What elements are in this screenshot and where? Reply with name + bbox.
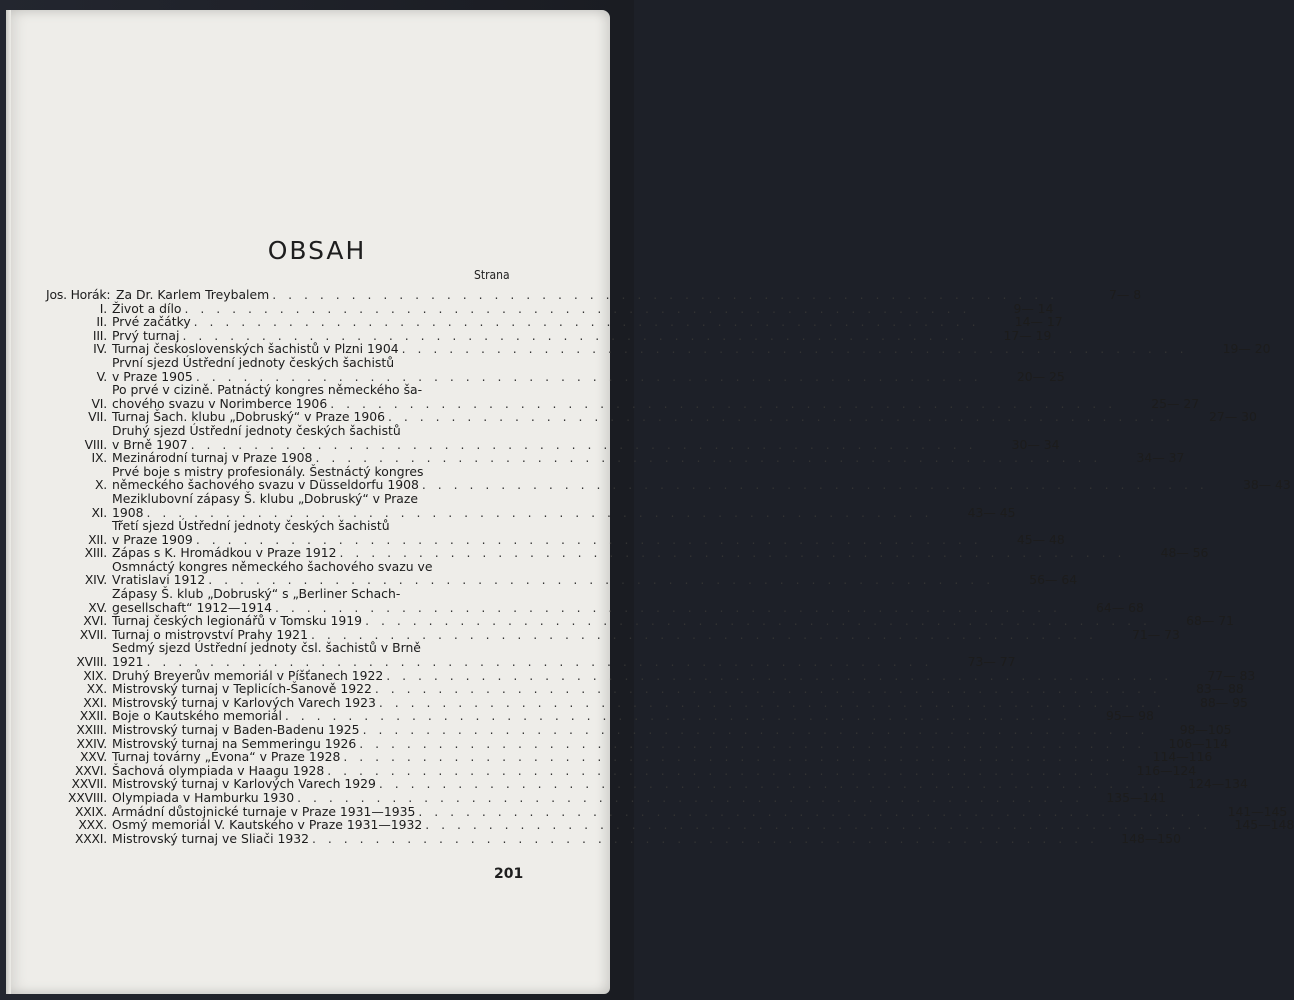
toc-entry (40, 817, 1294, 833)
toc-entry-last-line (112, 817, 1294, 833)
toc-entry (40, 327, 1052, 343)
toc-entry-body (112, 463, 1291, 493)
toc-entry-body (112, 382, 1200, 411)
toc-entry-title-line: Druhý Breyerův memoriál v Píšťanech 1922 (112, 667, 384, 683)
toc-entry-body (112, 558, 1078, 588)
toc-entry-title-line: Turnaj českých legionářů v Tomsku 1919 (112, 613, 363, 629)
page-number: 201 (494, 866, 524, 882)
toc-entry-body (112, 586, 1144, 615)
toc-entry-title-line: Třetí sjezd Ústřední jednoty českých šachistů (112, 518, 390, 534)
dot-leader: . . . . . . . . . . . . . . . . . . . . . . . . . . . . . . . . . . . . . . . . . . . . . . . . . . (386, 667, 1173, 683)
toc-entry-title-line: Za Dr. Karlem Treybalem (116, 287, 270, 302)
toc-entry-title-line: Šachová olympiada v Haagu 1928 (112, 762, 325, 778)
toc-entry (40, 490, 1016, 520)
toc-entry-title-line: Druhý sjezd Ústřední jednoty českých šachistů (112, 422, 401, 438)
toc-entry-pages: 95— 98 (1105, 708, 1154, 724)
table-of-contents (40, 287, 1294, 846)
toc-entry-number: XX. (86, 681, 107, 697)
dot-leader: . . . . . . . . . . . . . . . . . . . . . . . . . . . . . . . . . . . . . . . . . . . . . . . . . . (190, 436, 977, 452)
dot-leader: . . . . . . . . . . . . . . . . . . . . . . . . . . . . . . . . . . . . . . . . . . . . . . . . . . (339, 545, 1126, 561)
toc-entry-last-line (112, 789, 1167, 805)
dot-leader: . . . . . . . . . . . . . . . . . . . . . . . . . . . . . . . . . . . . . . . . . . . . . . . . . . (362, 722, 1149, 737)
toc-entry-title-line: Mezinárodní turnaj v Praze 1908 (112, 450, 313, 466)
toc-entry-last-line (112, 368, 1065, 384)
toc-entry-body (112, 749, 1213, 765)
toc-entry-pages: 71— 73 (1132, 626, 1180, 642)
dot-leader: . . . . . . . . . . . . . . . . . . . . . . . . . . . . . . . . . . . . . . . . . . . . . . . . . . (312, 830, 1098, 846)
dot-leader: . . . . . . . . . . . . . . . . . . . . . . . . . . . . . . . . . . . . . . . . . . . . . . . . . . (284, 708, 1071, 724)
toc-entry-title-line: Olympiada v Hamburku 1930 (112, 789, 295, 805)
toc-entry-body (112, 722, 1232, 737)
toc-entry-title-line: Meziklubovní zápasy Š. klubu „Dobruský“ v Praze (112, 490, 419, 506)
dot-leader: . . . . . . . . . . . . . . . . . . . . . . . . . . . . . . . . . . . . . . . . . . . . . . . . . . (374, 681, 1161, 697)
toc-entry (40, 789, 1167, 805)
toc-entry-body (112, 545, 1209, 561)
toc-entry-title-line: Zápas s K. Hromádkou v Praze 1912 (112, 545, 337, 561)
toc-entry-pages: 88— 95 (1199, 694, 1248, 710)
dot-leader: . . . . . . . . . . . . . . . . . . . . . . . . . . . . . . . . . . . . . . . . . . . . . . . . . . (378, 694, 1165, 710)
toc-entry-body (112, 681, 1244, 697)
toc-entry-last-line (112, 667, 1256, 683)
toc-entry-last-line (116, 287, 1142, 302)
toc-entry-title-line: Mistrovský turnaj v Karlových Varech 1929 (112, 776, 376, 792)
toc-entry-last-line (112, 654, 1016, 670)
toc-entry-body (112, 409, 1257, 425)
toc-entry-last-line (112, 531, 1065, 547)
toc-entry-number: XXIV. (76, 735, 107, 751)
toc-entry (40, 613, 1234, 629)
toc-entry-number: XI. (91, 504, 107, 520)
toc-entry-number: XXIII. (76, 722, 107, 737)
toc-entry-title-line: První sjezd Ústřední jednoty českých šachistů (112, 354, 395, 370)
toc-entry-last-line (112, 545, 1209, 561)
toc-entry-number: XXXI. (74, 830, 107, 846)
toc-entry-title-line: Zápasy Š. klub „Dobruský“ s „Berliner Schach- (112, 586, 401, 602)
toc-entry-last-line (112, 436, 1060, 452)
dot-leader: . . . . . . . . . . . . . . . . . . . . . . . . . . . . . . . . . . . . . . . . . . . . . . . . . . (387, 409, 1174, 425)
toc-entry-title-line: Boje o Kautského memoriál (112, 708, 282, 724)
toc-entry-number: XXVI. (74, 762, 107, 778)
dot-leader: . . . . . . . . . . . . . . . . . . . . . . . . . . . . . . . . . . . . . . . . . . . . . . . . . . (146, 654, 933, 670)
toc-entry-last-line (112, 626, 1180, 642)
dot-leader: . . . . . . . . . . . . . . . . . . . . . . . . . . . . . . . . . . . . . . . . . . . . . . . . . . (195, 531, 982, 547)
toc-entry-title-line: německého šachového svazu v Düsseldorfu 1908 (112, 477, 419, 493)
toc-entry-number: I. (99, 300, 107, 316)
toc-entry-pages: 77— 83 (1207, 667, 1256, 683)
dot-leader: . . . . . . . . . . . . . . . . . . . . . . . . . . . . . . . . . . . . . . . . . . . . . . . . . . (195, 368, 982, 384)
toc-entry-title-line: Armádní důstojnické turnaje v Praze 1931—1935 (112, 803, 416, 819)
toc-entry (40, 287, 1142, 302)
toc-entry-title-line: chového svazu v Norimberce 1906 (112, 395, 328, 411)
toc-entry-pages: 148—150 (1121, 830, 1181, 846)
dot-leader: . . . . . . . . . . . . . . . . . . . . . . . . . . . . . . . . . . . . . . . . . . . . . . . . . . (421, 477, 1208, 493)
toc-entry-pages: 83— 88 (1195, 681, 1244, 697)
toc-entry-last-line (112, 694, 1248, 710)
toc-entry (40, 545, 1209, 561)
dot-leader: . . . . . . . . . . . . . . . . . . . . . . . . . . . . . . . . . . . . . . . . . . . . . . . . . . (182, 327, 969, 343)
toc-entry-number: IV. (93, 341, 107, 357)
toc-entry-pages: 30— 34 (1011, 436, 1060, 452)
toc-entry-number: XXVIII. (68, 789, 107, 805)
toc-entry-title-line: v Praze 1905 (112, 368, 193, 384)
toc-entry-pages: 56— 64 (1029, 572, 1078, 588)
toc-entry-number: XXVII. (71, 776, 107, 792)
dot-leader: . . . . . . . . . . . . . . . . . . . . . . . . . . . . . . . . . . . . . . . . . . . . . . . . . . (327, 762, 1114, 778)
toc-entry-number: XXIX. (74, 803, 107, 819)
toc-entry-number: XV. (88, 599, 107, 615)
toc-entry-title-line: Turnaj továrny „Evona“ v Praze 1928 (112, 749, 341, 765)
toc-entry-pages: 73— 77 (967, 654, 1016, 670)
toc-entry (40, 803, 1288, 819)
dot-leader: . . . . . . . . . . . . . . . . . . . . . . . . . . . . . . . . . . . . . . . . . . . . . . . . . . (310, 626, 1097, 642)
toc-entry-body (112, 626, 1180, 642)
toc-entry-title-line: Mistrovský turnaj v Baden-Badenu 1925 (112, 722, 360, 737)
toc-entry-number: XIV. (84, 572, 107, 588)
toc-entry-title-line: Prvý turnaj (112, 327, 180, 343)
dot-leader: . . . . . . . . . . . . . . . . . . . . . . . . . . . . . . . . . . . . . . . . . . . . . . . . . . (365, 613, 1151, 629)
toc-entry-number: XXV. (80, 749, 107, 765)
toc-entry-last-line (112, 341, 1271, 357)
toc-entry-body (112, 803, 1288, 819)
dot-leader: . . . . . . . . . . . . . . . . . . . . . . . . . . . . . . . . . . . . . . . . . . . . . . . . . . (330, 395, 1117, 411)
toc-entry (40, 463, 1291, 493)
toc-entry-pages: 9— 14 (1013, 300, 1054, 316)
toc-entry-body (112, 640, 1016, 670)
toc-entry (40, 681, 1244, 697)
toc-entry-pages: 20— 25 (1016, 368, 1065, 384)
toc-entry-number: VII. (88, 409, 107, 425)
toc-entry (40, 722, 1232, 737)
toc-entry (40, 667, 1256, 683)
toc-entry (40, 640, 1016, 670)
toc-entry-pages: 98—105 (1179, 722, 1232, 737)
toc-entry-number: VI. (91, 395, 107, 411)
toc-entry-last-line (112, 681, 1244, 697)
toc-entry (40, 450, 1185, 466)
toc-entry-title-line: Turnaj Šach. klubu „Dobruský“ v Praze 1906 (112, 409, 385, 425)
toc-entry-number: XVI. (83, 613, 107, 629)
toc-entry-last-line (112, 613, 1234, 629)
toc-entry-pages: 135—141 (1106, 789, 1167, 805)
toc-entry-last-line (112, 477, 1291, 493)
toc-entry-body (112, 327, 1052, 343)
toc-entry-title-line: Mistrovský turnaj v Karlových Varech 1923 (112, 694, 376, 710)
toc-entry-number: V. (96, 368, 107, 384)
toc-entry-number: XVII. (79, 626, 107, 642)
toc-entry (40, 300, 1054, 316)
toc-entry-number: X. (94, 477, 107, 493)
toc-entry-pages: 114—116 (1152, 749, 1213, 765)
toc-entry-body (112, 735, 1229, 751)
toc-entry-title-line: v Brně 1907 (112, 436, 188, 452)
toc-entry-body (112, 789, 1167, 805)
toc-entry-body (112, 776, 1248, 792)
toc-entry-pages: 34— 37 (1136, 450, 1185, 466)
toc-entry-last-line (112, 722, 1232, 737)
toc-entry-last-line (112, 599, 1144, 615)
toc-entry-last-line (112, 314, 1063, 330)
dot-leader: . . . . . . . . . . . . . . . . . . . . . . . . . . . . . . . . . . . . . . . . . . . . . . . . . . (315, 450, 1102, 466)
toc-entry-title-line: Turnaj o mistrovství Prahy 1921 (112, 626, 308, 642)
dot-leader: . . . . . . . . . . . . . . . . . . . . . . . . . . . . . . . . . . . . . . . . . . . . . . . . . . (208, 572, 995, 588)
toc-entry (40, 708, 1154, 724)
toc-entry-number: IX. (91, 450, 107, 466)
toc-entry-number: VIII. (84, 436, 107, 452)
toc-entry-pages: 38— 43 (1242, 477, 1291, 493)
toc-entry-title-line: 1908 (112, 504, 144, 520)
toc-entry-last-line (112, 708, 1154, 724)
toc-entry-body (112, 613, 1234, 629)
toc-entry-pages: 17— 19 (1003, 327, 1052, 343)
toc-entry-body (116, 287, 1142, 302)
toc-entry-body (112, 830, 1181, 846)
toc-entry-title-line: Osmý memoriál V. Kautského v Praze 1931—1932 (112, 817, 423, 833)
toc-entry-title-line: Prvé začátky (112, 314, 191, 330)
toc-entry (40, 626, 1180, 642)
dot-leader: . . . . . . . . . . . . . . . . . . . . . . . . . . . . . . . . . . . . . . . . . . . . . . . . . . (193, 314, 980, 330)
toc-entry-number: XIX. (83, 667, 107, 683)
toc-entry (40, 735, 1229, 751)
toc-entry-body (112, 708, 1154, 724)
toc-entry-title-line: Mistrovský turnaj v Teplicích-Šanově 1922 (112, 681, 372, 697)
toc-entry-title-line: Turnaj československých šachistů v Plzni 1904 (112, 341, 399, 357)
toc-entry-last-line (112, 572, 1078, 588)
dot-leader: . . . . . . . . . . . . . . . . . . . . . . . . . . . . . . . . . . . . . . . . . . . . . . . . . . (359, 735, 1146, 751)
toc-entry-body (112, 762, 1197, 778)
toc-entry-number: Jos. Horák: (46, 287, 111, 302)
toc-entry-title-line: Osmnáctý kongres německého šachového svazu ve (112, 558, 433, 574)
page-column-header: Strana (474, 268, 510, 282)
dot-leader: . . . . . . . . . . . . . . . . . . . . . . . . . . . . . . . . . . . . . . . . . . . . . . . . . . (343, 749, 1130, 765)
toc-entry (40, 762, 1197, 778)
dot-leader: . . . . . . . . . . . . . . . . . . . . . . . . . . . . . . . . . . . . . . . . . . . . . . . . . . (274, 599, 1061, 615)
toc-entry-title-line: Po prvé v cizině. Patnáctý kongres německého ša- (112, 382, 423, 398)
dot-leader: . . . . . . . . . . . . . . . . . . . . . . . . . . . . . . . . . . . . . . . . . . . . . . . . . . (297, 789, 1084, 805)
toc-entry (40, 382, 1200, 411)
toc-entry-body (112, 518, 1065, 547)
toc-entry-number: XVIII. (76, 654, 107, 670)
toc-entry (40, 422, 1060, 452)
dot-leader: . . . . . . . . . . . . . . . . . . . . . . . . . . . . . . . . . . . . . . . . . . . . . . . . . . (146, 504, 933, 520)
toc-entry-last-line (112, 749, 1213, 765)
toc-entry-last-line (112, 395, 1200, 411)
toc-entry-pages: 43— 45 (967, 504, 1016, 520)
toc-entry-number: XIII. (84, 545, 107, 561)
toc-entry-number: II. (96, 314, 107, 330)
toc-entry (40, 694, 1248, 710)
toc-entry-last-line (112, 327, 1052, 343)
toc-entry-pages: 116—124 (1136, 762, 1197, 778)
toc-entry-pages: 68— 71 (1186, 613, 1234, 629)
toc-entry (40, 314, 1063, 330)
toc-entry (40, 830, 1181, 846)
toc-entry-number: XII. (88, 531, 107, 547)
toc-entry-pages: 7— 8 (1109, 287, 1142, 302)
toc-entry-last-line (112, 300, 1054, 316)
toc-entry-body (112, 314, 1063, 330)
toc-entry-title-line: 1921 (112, 654, 144, 670)
page-title: OBSAH (267, 236, 367, 265)
toc-entry-body (112, 667, 1256, 683)
toc-entry-title-line: Mistrovský turnaj ve Sliači 1932 (112, 830, 310, 846)
toc-entry-pages: 48— 56 (1160, 545, 1209, 561)
dot-leader: . . . . . . . . . . . . . . . . . . . . . . . . . . . . . . . . . . . . . . . . . . . . . . . . . . (418, 803, 1205, 819)
toc-entry-title-line: Život a dílo (112, 300, 182, 316)
toc-entry (40, 776, 1248, 792)
toc-entry-number: III. (92, 327, 107, 343)
toc-entry-pages: 141—145 (1227, 803, 1288, 819)
toc-entry-last-line (112, 830, 1181, 846)
toc-entry-last-line (112, 776, 1248, 792)
toc-entry-title-line: Prvé boje s mistry profesionály. Šestnáctý kongres (112, 463, 424, 479)
dot-leader: . . . . . . . . . . . . . . . . . . . . . . . . . . . . . . . . . . . . . . . . . . . . . . . . . . (184, 300, 971, 316)
page-binding-shadow (6, 10, 11, 994)
toc-entry-body (112, 354, 1065, 384)
toc-entry-body (112, 450, 1185, 466)
toc-entry-last-line (112, 735, 1229, 751)
toc-entry (40, 341, 1271, 357)
dot-leader: . . . . . . . . . . . . . . . . . . . . . . . . . . . . . . . . . . . . . . . . . . . . . . . . . . (378, 776, 1165, 792)
toc-entry-pages: 106—114 (1168, 735, 1229, 751)
toc-entry-body (112, 490, 1016, 520)
toc-entry-body (112, 422, 1060, 452)
toc-entry-body (112, 300, 1054, 316)
toc-entry-pages: 124—134 (1188, 776, 1248, 792)
toc-entry-pages: 145—148 (1234, 817, 1294, 833)
toc-entry (40, 749, 1213, 765)
toc-entry-body (112, 694, 1248, 710)
toc-entry (40, 558, 1078, 588)
toc-entry-pages: 27— 30 (1209, 409, 1257, 425)
toc-entry (40, 409, 1257, 425)
toc-entry-number: XXII. (79, 708, 107, 724)
toc-entry-last-line (112, 504, 1016, 520)
toc-entry-title-line: Sedmý sjezd Ústřední jednoty čsl. šachistů v Brně (112, 640, 421, 656)
toc-entry-last-line (112, 409, 1257, 425)
dot-leader: . . . . . . . . . . . . . . . . . . . . . . . . . . . . . . . . . . . . . . . . . . . . . . . . . . (425, 817, 1212, 833)
toc-entry-pages: 19— 20 (1222, 341, 1271, 357)
toc-entry-title-line: Mistrovský turnaj na Semmeringu 1926 (112, 735, 357, 751)
toc-entry-last-line (112, 450, 1185, 466)
toc-entry-title-line: Vratislavi 1912 (112, 572, 206, 588)
toc-entry-body (112, 817, 1294, 833)
toc-entry-pages: 45— 48 (1016, 531, 1065, 547)
toc-entry-title-line: gesellschaft“ 1912—1914 (112, 599, 272, 615)
dot-leader: . . . . . . . . . . . . . . . . . . . . . . . . . . . . . . . . . . . . . . . . . . . . . . . . . . (401, 341, 1188, 357)
toc-entry (40, 354, 1065, 384)
toc-entry-last-line (112, 803, 1288, 819)
toc-entry-number: XXI. (83, 694, 107, 710)
toc-entry-last-line (112, 762, 1197, 778)
toc-entry-title-line: v Praze 1909 (112, 531, 193, 547)
toc-entry (40, 518, 1065, 547)
dot-leader: . . . . . . . . . . . . . . . . . . . . . . . . . . . . . . . . . . . . . . . . . . . . . . . . . . (272, 287, 1059, 302)
toc-entry-pages: 25— 27 (1151, 395, 1200, 411)
toc-entry-number: XXX. (78, 817, 107, 833)
toc-entry (40, 586, 1144, 615)
toc-entry-pages: 64— 68 (1096, 599, 1144, 615)
toc-entry-body (112, 341, 1271, 357)
toc-entry-pages: 14— 17 (1014, 314, 1063, 330)
